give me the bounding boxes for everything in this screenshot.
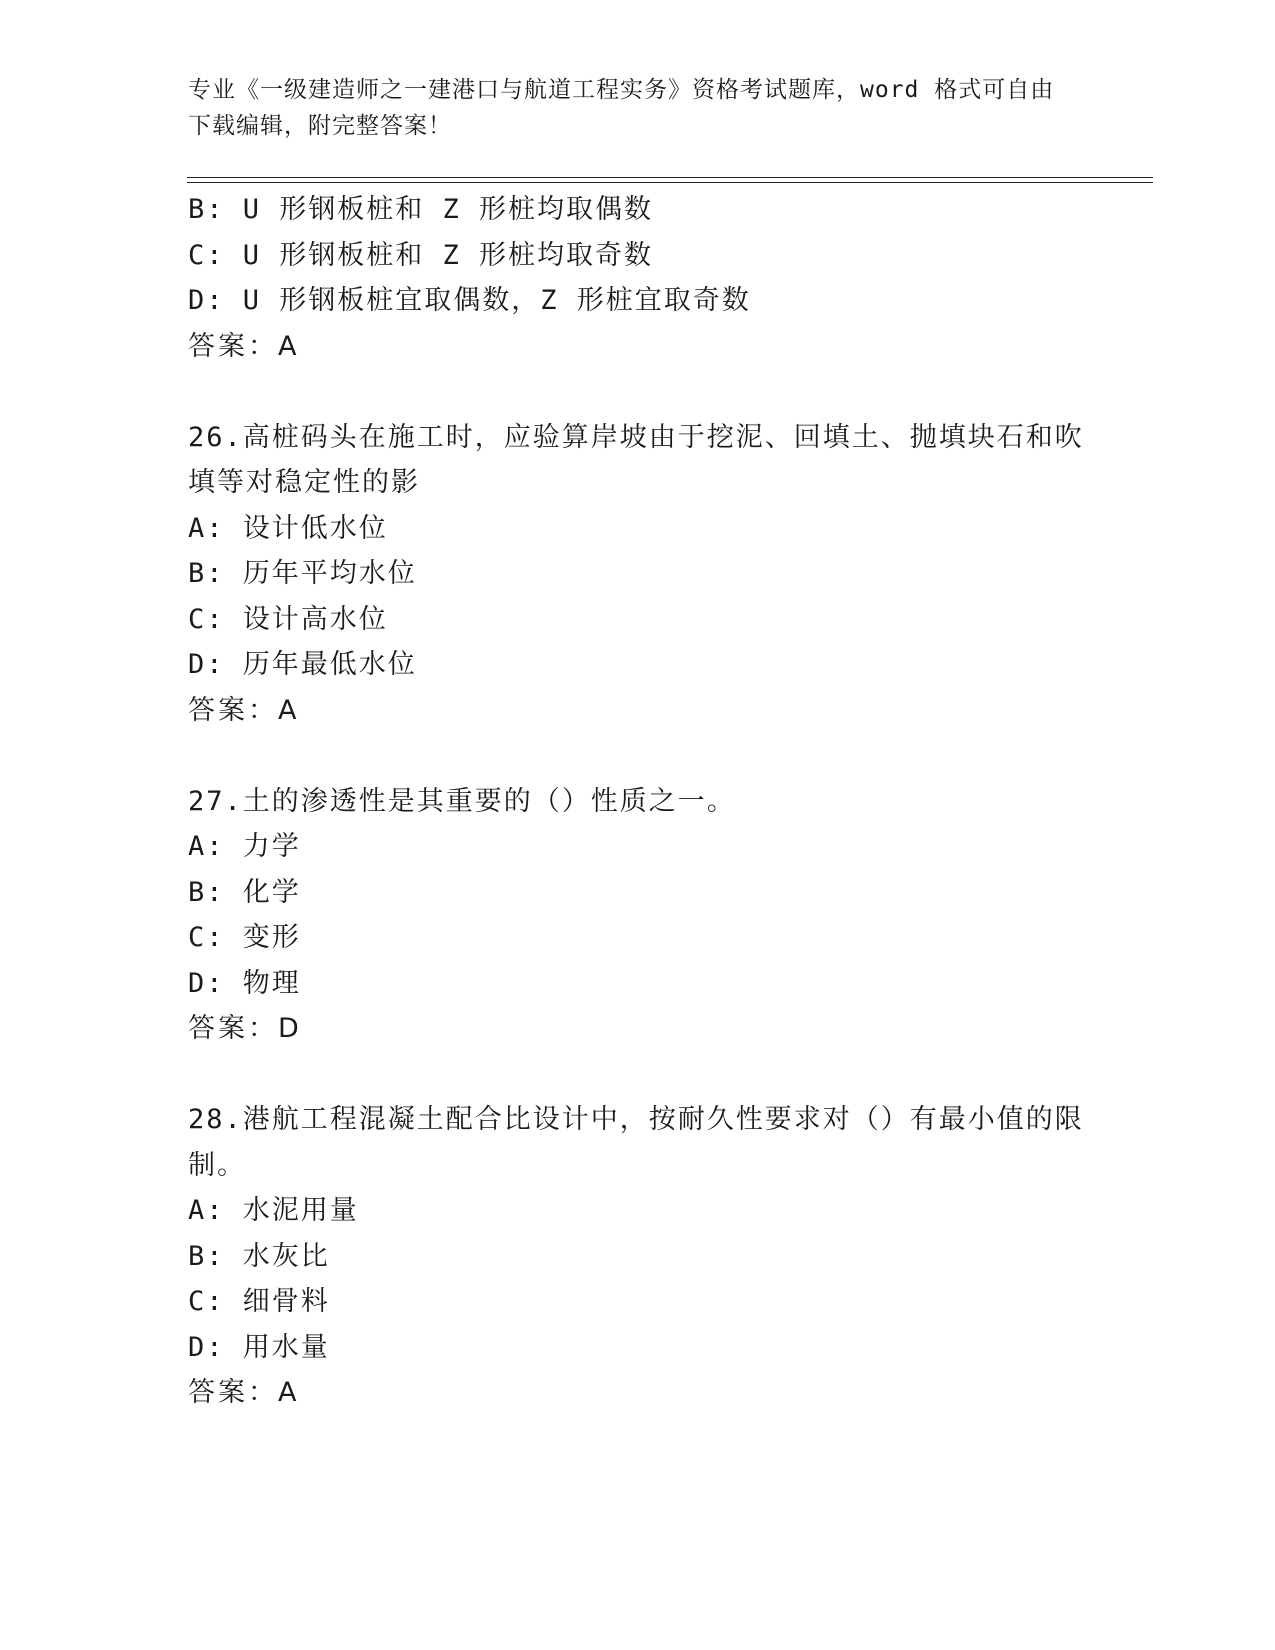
header-divider-bottom <box>187 182 1153 183</box>
header-line-2: 下载编辑，附完整答案！ <box>188 113 452 139</box>
question-stem-line: 制。 <box>188 1149 246 1181</box>
option-b: B: 水灰比 <box>188 1240 330 1272</box>
option-a: A: 水泥用量 <box>188 1195 359 1226</box>
question-27 <box>188 779 1088 1052</box>
option-c: C: 细骨料 <box>188 1286 330 1317</box>
document-header <box>188 72 1068 144</box>
header-divider-top <box>187 177 1153 178</box>
question-28 <box>188 1097 1088 1416</box>
question-stem-line: 28.港航工程混凝土配合比设计中，按耐久性要求对（）有最小值的限 <box>188 1104 1084 1135</box>
answer-line: 答案：D <box>188 1013 302 1044</box>
option-b: B: 化学 <box>188 876 301 908</box>
header-line-1: 专业《一级建造师之一建港口与航道工程实务》资格考试题库，word 格式可自由 <box>188 77 1055 103</box>
question-stem-line: 27.土的渗透性是其重要的（）性质之一。 <box>188 785 736 817</box>
answer-line: 答案：A <box>188 1377 300 1408</box>
answer-line: 答案：A <box>188 694 300 726</box>
option-c: C: 变形 <box>188 922 301 953</box>
option-d: D: 用水量 <box>188 1331 330 1363</box>
option-b: B: 历年平均水位 <box>188 558 417 589</box>
answer-line: 答案：A <box>188 330 300 362</box>
option-a: A: 设计低水位 <box>188 512 388 544</box>
question-stem-line: 填等对稳定性的影 <box>188 467 420 498</box>
spacer <box>188 369 1088 415</box>
option-c: C: 设计高水位 <box>188 603 388 635</box>
option-b: B: U 形钢板桩和 Z 形桩均取偶数 <box>188 194 654 225</box>
question-26 <box>188 415 1088 734</box>
option-a: A: 力学 <box>188 831 301 862</box>
spacer <box>188 1052 1088 1098</box>
option-d: D: 物理 <box>188 967 301 999</box>
spacer <box>188 733 1088 779</box>
option-d: D: U 形钢板桩宜取偶数，Z 形桩宜取奇数 <box>188 285 751 316</box>
option-c: C: U 形钢板桩和 Z 形桩均取奇数 <box>188 239 654 271</box>
question-25-continuation <box>188 187 1088 369</box>
option-d: D: 历年最低水位 <box>188 649 417 680</box>
question-stem-line: 26.高桩码头在施工时，应验算岸坡由于挖泥、回填土、抛填块石和吹 <box>188 421 1084 453</box>
question-list <box>188 187 1088 1416</box>
